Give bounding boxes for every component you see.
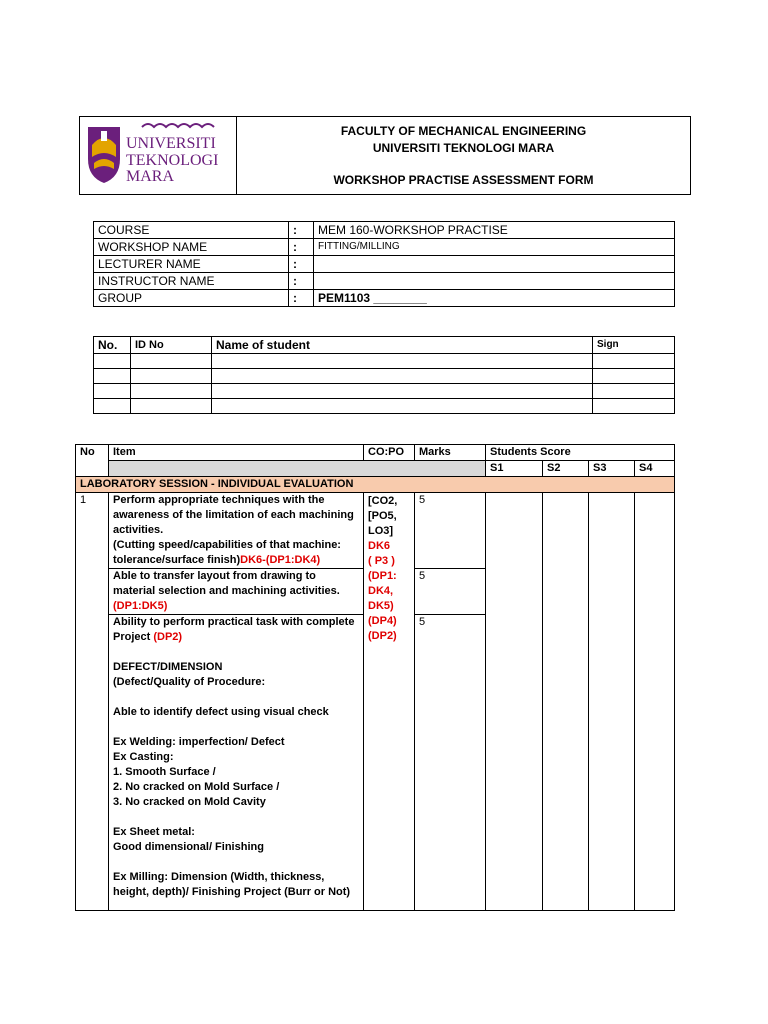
col-name: Name of student xyxy=(212,337,593,354)
item-1-tag: DK6-(DP1:DK4) xyxy=(240,554,321,566)
logo-text-3: MARA xyxy=(126,168,175,185)
workshop-value[interactable]: FITTING/MILLING xyxy=(314,239,675,256)
col-item: Item xyxy=(109,445,364,461)
item-2 xyxy=(109,569,364,615)
info-row-instructor xyxy=(94,273,675,290)
logo-text-2: TEKNOLOGI xyxy=(126,152,219,169)
item-2-text: Able to transfer layout from drawing to material selection and machining activities. xyxy=(113,570,340,597)
score-s3[interactable] xyxy=(589,493,635,911)
header-titles xyxy=(237,117,691,195)
info-row-course xyxy=(94,222,675,239)
info-label: LECTURER NAME xyxy=(94,256,289,273)
item-3-body: DEFECT/DIMENSION (Defect/Quality of Procedure: Able to identify defect using visual check Ex Welding: imperfection/ Defect Ex Casting: 1. Smooth Surface / 2. No cracked on Mold Surface / 3. No cracked on Mold Cavity Ex Sheet metal: Good dimensional/ Finishing Ex Milling: Dimension (Width, thickness, height, depth)/ Finishing Project (Burr or Not) xyxy=(113,661,351,898)
marks-3: 5 xyxy=(415,615,486,911)
col-marks: Marks xyxy=(415,445,486,461)
marks-1: 5 xyxy=(415,493,486,569)
uitm-logo xyxy=(80,117,237,195)
university-title: UNIVERSITI TEKNOLOGI MARA xyxy=(372,140,555,155)
item-3-tag: (DP2) xyxy=(153,631,183,643)
copo-black: [CO2, [PO5, LO3] xyxy=(368,495,398,537)
col-students-score: Students Score xyxy=(486,445,675,461)
col-copo: CO:PO xyxy=(364,445,415,461)
info-sep: : xyxy=(289,273,314,290)
info-row-group xyxy=(94,290,675,307)
course-value[interactable]: MEM 160-WORKSHOP PRACTISE xyxy=(314,222,675,239)
form-title: WORKSHOP PRACTISE ASSESSMENT FORM xyxy=(333,172,594,187)
info-row-workshop xyxy=(94,239,675,256)
col-s3: S3 xyxy=(589,461,635,477)
item-3-text: Ability to perform practical task with complete Project xyxy=(113,616,355,643)
info-sep: : xyxy=(289,256,314,273)
info-label: COURSE xyxy=(94,222,289,239)
group-value[interactable]: PEM1103 ________ xyxy=(314,290,675,307)
col-s2: S2 xyxy=(543,461,589,477)
copo-red: DK6 ( P3 ) (DP1: DK4, DK5) (DP4) (DP2) xyxy=(368,540,397,642)
row-number: 1 xyxy=(76,493,109,911)
info-sep: : xyxy=(289,239,314,256)
info-row-lecturer xyxy=(94,256,675,273)
item-2-tag: (DP1:DK5) xyxy=(113,600,168,612)
item-1-text: Perform appropriate techniques with the awareness of the limitation of each machining activities. (Cutting speed/capabilities of that machine: tolerance/surface finish) xyxy=(113,494,354,566)
assessment-row-1 xyxy=(76,493,675,569)
section-row xyxy=(76,477,675,493)
col-s1: S1 xyxy=(486,461,543,477)
col-no: No. xyxy=(94,337,131,354)
assessment-subheader-row xyxy=(76,461,675,477)
assessment-header-row xyxy=(76,445,675,461)
col-s4: S4 xyxy=(635,461,675,477)
table-row[interactable] xyxy=(94,399,675,414)
instructor-value[interactable] xyxy=(314,273,675,290)
form-header xyxy=(79,116,691,195)
col-id: ID No xyxy=(131,337,212,354)
item-1 xyxy=(109,493,364,569)
students-header-row xyxy=(94,337,675,354)
table-row[interactable] xyxy=(94,384,675,399)
info-label: GROUP xyxy=(94,290,289,307)
score-s4[interactable] xyxy=(635,493,675,911)
score-s2[interactable] xyxy=(543,493,589,911)
col-sign: Sign xyxy=(593,337,675,354)
col-no: No xyxy=(76,445,109,477)
info-label: INSTRUCTOR NAME xyxy=(94,273,289,290)
score-s1[interactable] xyxy=(486,493,543,911)
info-label: WORKSHOP NAME xyxy=(94,239,289,256)
table-row[interactable] xyxy=(94,369,675,384)
copo-cell xyxy=(364,493,415,911)
table-row[interactable] xyxy=(94,354,675,369)
marks-2: 5 xyxy=(415,569,486,615)
info-sep: : xyxy=(289,222,314,239)
faculty-title: FACULTY OF MECHANICAL ENGINEERING xyxy=(340,123,587,138)
section-title: LABORATORY SESSION - INDIVIDUAL EVALUATION xyxy=(76,477,675,493)
info-sep: : xyxy=(289,290,314,307)
assessment-table xyxy=(75,444,675,911)
shaded-cell xyxy=(109,461,486,477)
lecturer-value[interactable] xyxy=(314,256,675,273)
course-info-table xyxy=(93,221,675,307)
students-table xyxy=(93,336,675,414)
item-3 xyxy=(109,615,364,911)
logo-text-1: UNIVERSITI xyxy=(126,135,216,152)
